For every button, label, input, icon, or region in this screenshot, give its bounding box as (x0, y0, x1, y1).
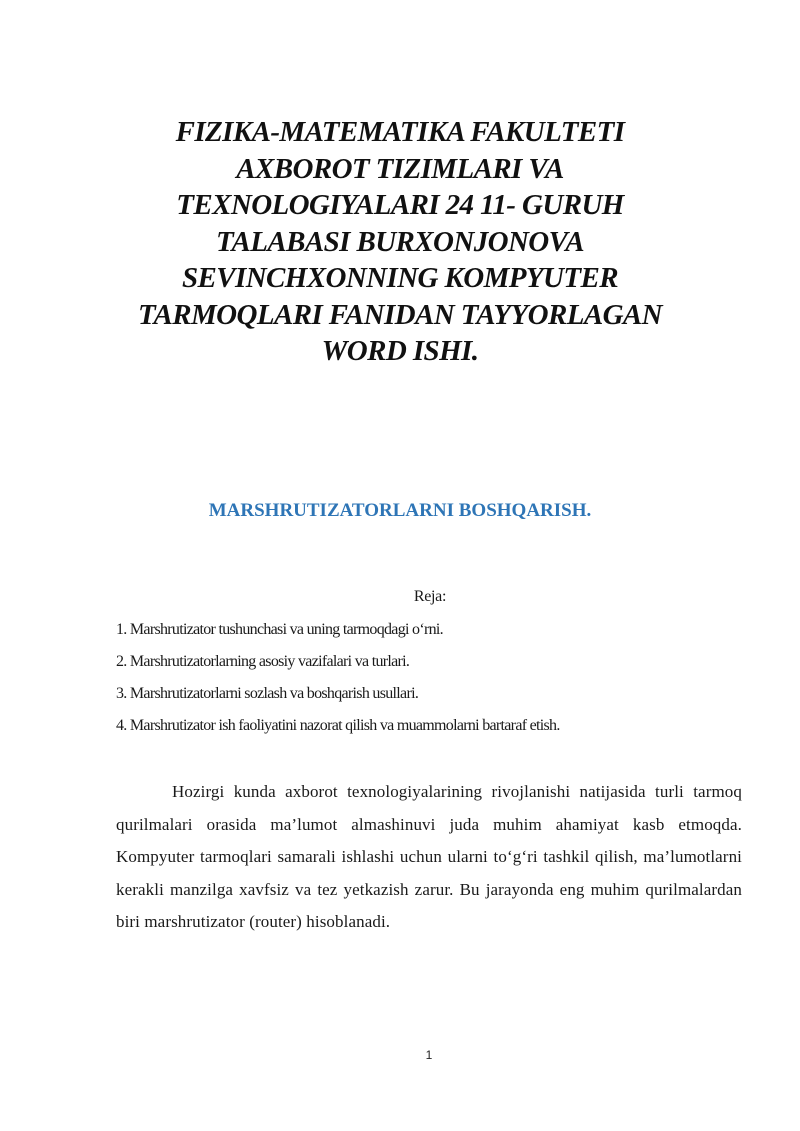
intro-paragraph: Hozirgi kunda axborot texnologiyalarining rivojlanishi natijasida turli tarmoq qurilmalari orasida ma’lumot almashinuvi juda muhim ahamiyat kasb etmoqda. Kompyuter tarmoqlari samarali ishlashi uchun ularni toʻgʻri tashkil qilish, ma’lumotlarni kerakli manzilga xavfsiz va tez yetkazish zarur. Bu jarayonda eng muhim qurilmalardan biri marshrutizator (router) hisoblanadi. (116, 782, 742, 932)
plan-item: 3. Marshrutizatorlarni sozlash va boshqarish usullari. (116, 685, 419, 702)
plan-item: 4. Marshrutizator ish faoliyatini nazorat qilish va muammolarni bartaraf etish. (116, 717, 560, 734)
document-title: FIZIKA-MATEMATIKA FAKULTETI AXBOROT TIZIMLARI VA TEXNOLOGIYALARI 24 11- GURUH TALABASI BURXONJONOVA SEVINCHXONNING KOMPYUTER TARMOQLARI FANIDAN TAYYORLAGAN WORD ISHI. (138, 116, 662, 367)
plan-label: Reja: (413, 588, 447, 605)
section-heading: MARSHRUTIZATORLARNI BOSHQARISH. (208, 500, 592, 521)
plan-item: 2. Marshrutizatorlarning asosiy vazifalari va turlari. (116, 653, 410, 670)
page-number: 1 (425, 1048, 433, 1062)
plan-list (116, 619, 756, 747)
plan-item: 1. Marshrutizator tushunchasi va uning tarmoqdagi oʻrni. (116, 621, 443, 638)
